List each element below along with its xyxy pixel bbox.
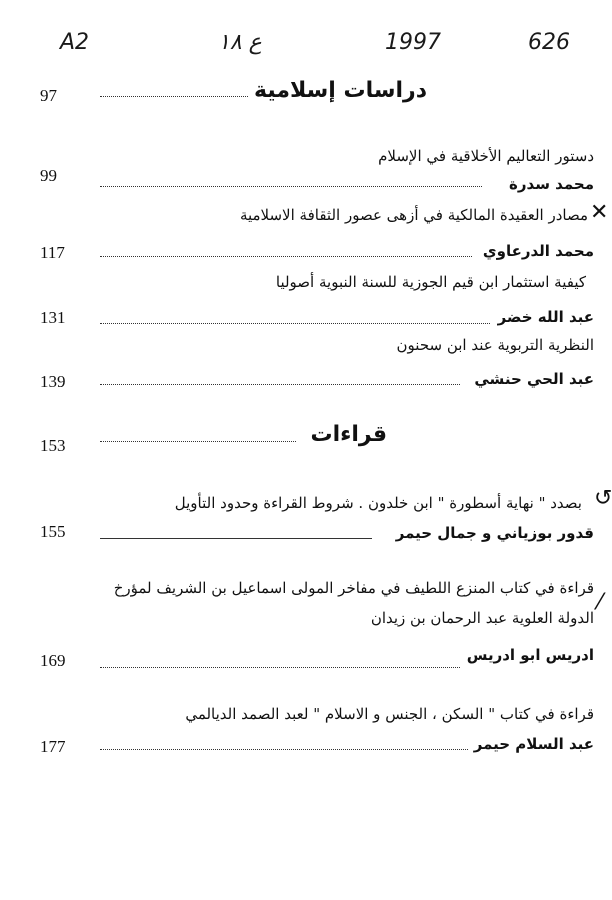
entry-page-number: 169 [40,651,66,670]
dot-leader [100,749,468,750]
entry-author: عبد الله خضر [497,308,594,326]
entry-author: محمد الدرعاوي [482,242,594,260]
section-heading: قراءات [310,422,387,447]
section-page-number: 97 [40,86,57,105]
section-page-number: 153 [40,436,66,455]
x-mark-icon: ✕ [590,200,609,225]
entry-page-number: 117 [40,243,65,262]
entry-title: مصادر العقيدة المالكية في أزهى عصور الثقافة الاسلامية [239,206,588,224]
entry-title: بصدد " نهاية أسطورة " ابن خلدون . شروط القراءة وحدود التأويل [174,494,582,512]
header-code: A2 [60,30,90,55]
entry-author: عبد الحي حنشي [474,370,594,388]
entry-page-number: 177 [40,737,66,756]
header-issue: ع ١٨ [218,30,262,55]
dot-leader [100,323,490,324]
margin-curve-mark-icon: ↺ [594,486,612,511]
dot-leader [100,256,472,257]
dot-leader [100,667,460,668]
entry-page-number: 155 [40,522,66,541]
entry-title-line-2: الدولة العلوية عبد الرحمان بن زيدان [370,609,594,627]
entry-title: كيفية استثمار ابن قيم الجوزية للسنة النبوية أصوليا [275,273,586,291]
entry-title: النظرية التربوية عند ابن سحنون [396,336,594,354]
dot-leader [100,441,296,442]
leader-line [100,538,372,539]
dot-leader [100,96,248,97]
entry-title: دستور التعاليم الأخلاقية في الإسلام [378,147,594,165]
entry-page-number: 139 [40,372,66,391]
entry-author: عبد السلام حيمر [473,735,594,753]
entry-author: ادريس ابو ادريس [466,646,594,664]
header-year: 1997 [385,30,441,55]
entry-page-number: 99 [40,166,57,185]
entry-page-number: 131 [40,308,66,327]
entry-title-line-1: قراءة في كتاب المنزع اللطيف في مفاخر المولى اسماعيل بن الشريف لمؤرخ [113,579,594,597]
dot-leader [100,186,482,187]
dot-leader [100,384,460,385]
entry-title: قراءة في كتاب " السكن ، الجنس و الاسلام " لعبد الصمد الديالمي [185,705,594,723]
entry-author: محمد سدرة [509,175,594,193]
section-heading: دراسات إسلامية [254,78,427,103]
header-ref: 626 [528,30,570,55]
entry-author: قدور بوزياني و جمال حيمر [395,524,594,542]
margin-slash-mark-icon: ⁄ [598,590,602,615]
